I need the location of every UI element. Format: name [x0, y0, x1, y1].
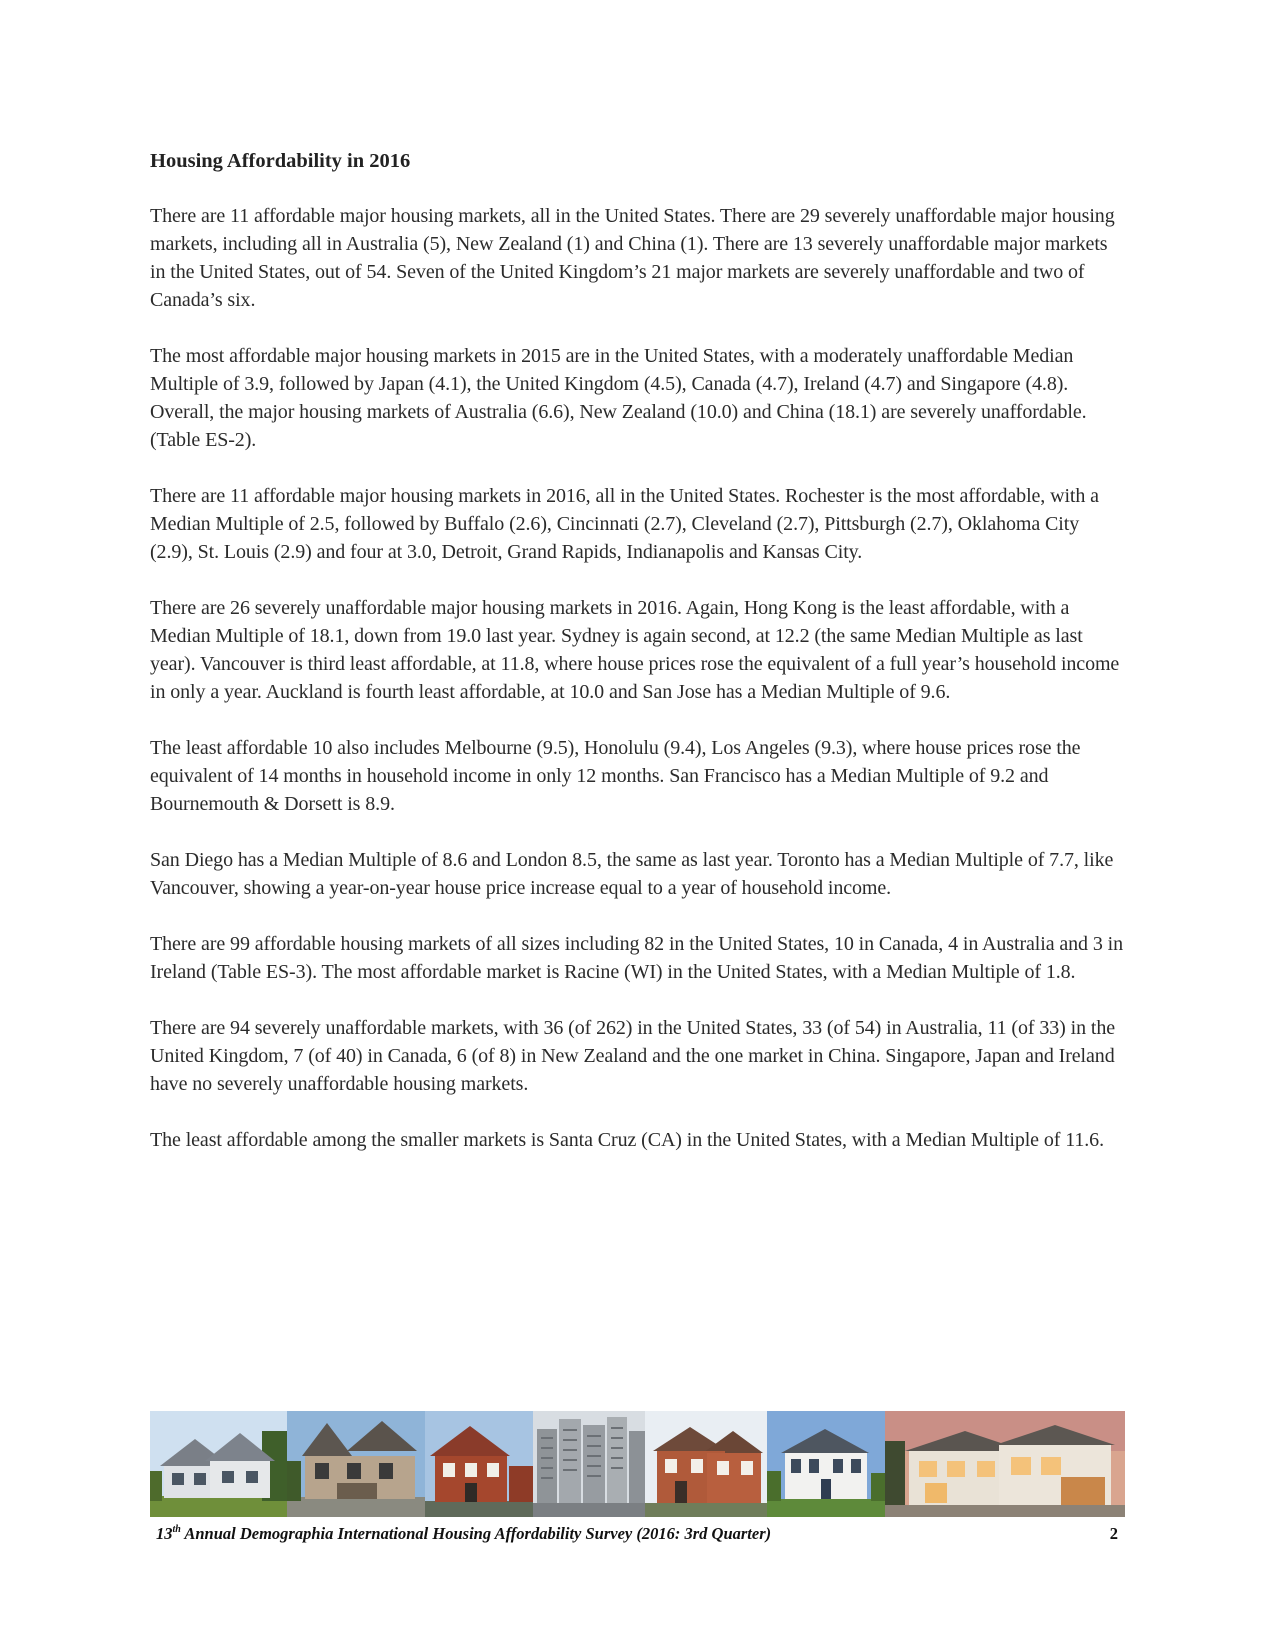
paragraph: There are 11 affordable major housing markets, all in the United States. There are 29 severely unaffordable major housing markets, including all in Australia (5), New Zealand (1) and China (1). There are 13 severely unaffordable major markets in the United States, out of 54. Seven of the United Kingdom’s 21 major markets are severely unaffordable and two of Canada’s six.	[150, 205, 1115, 311]
section-heading: Housing Affordability in 2016	[150, 150, 411, 172]
house-photo	[767, 1411, 885, 1517]
house-photo	[425, 1411, 533, 1517]
body-text	[150, 202, 1125, 1182]
paragraph: San Diego has a Median Multiple of 8.6 and London 8.5, the same as last year. Toronto has a Median Multiple of 7.7, like Vancouver, showing a year-on-year house price increase equal to a year of household income.	[150, 849, 1114, 899]
page-footer	[156, 1524, 1118, 1548]
page-number: 2	[1109, 1524, 1118, 1543]
paragraph: There are 94 severely unaffordable markets, with 36 (of 262) in the United States, 33 (of 54) in Australia, 11 (of 33) in the United Kingdom, 7 (of 40) in Canada, 6 (of 8) in New Zealand and the one market in China. Singapore, Japan and Ireland have no severely unaffordable housing markets.	[150, 1017, 1116, 1095]
footer-title	[156, 1524, 771, 1544]
paragraph: There are 11 affordable major housing markets in 2016, all in the United States. Rochester is the most affordable, with a Median Multiple of 2.5, followed by Buffalo (2.6), Cincinnati (2.7), Cleveland (2.7), Pittsburgh (2.7), Oklahoma City (2.9), St. Louis (2.9) and four at 3.0, Detroit, Grand Rapids, Indianapolis and Kansas City.	[150, 485, 1099, 563]
house-photo	[150, 1411, 287, 1517]
house-photo-strip	[150, 1411, 1125, 1517]
footer-ordinal: 13	[156, 1524, 173, 1543]
house-photo	[287, 1411, 425, 1517]
paragraph: The least affordable among the smaller markets is Santa Cruz (CA) in the United States, with a Median Multiple of 11.6.	[150, 1129, 1104, 1151]
footer-title-text: Annual Demographia International Housing Affordability Survey (2016: 3rd Quarter)	[180, 1524, 772, 1543]
footer-ordinal-suffix: th	[172, 1524, 181, 1535]
paragraph: There are 99 affordable housing markets of all sizes including 82 in the United States, 10 in Canada, 4 in Australia and 3 in Ireland (Table ES-3). The most affordable market is Racine (WI) in the United States, with a Median Multiple of 1.8.	[150, 933, 1123, 983]
paragraph: The most affordable major housing markets in 2015 are in the United States, with a moderately unaffordable Median Multiple of 3.9, followed by Japan (4.1), the United Kingdom (4.5), Canada (4.7), Ireland (4.7) and Singapore (4.8). Overall, the major housing markets of Australia (6.6), New Zealand (10.0) and China (18.1) are severely unaffordable.(Table ES-2).	[150, 345, 1087, 451]
house-photo	[645, 1411, 767, 1517]
apartment-towers-photo	[533, 1411, 645, 1517]
paragraph: There are 26 severely unaffordable major housing markets in 2016. Again, Hong Kong is the least affordable, with a Median Multiple of 18.1, down from 19.0 last year. Sydney is again second, at 12.2 (the same Median Multiple as last year). Vancouver is third least affordable, at 11.8, where house prices rose the equivalent of a full year’s household income in only a year. Auckland is fourth least affordable, at 10.0 and San Jose has a Median Multiple of 9.6.	[150, 597, 1120, 703]
house-photo	[885, 1411, 1125, 1517]
paragraph: The least affordable 10 also includes Melbourne (9.5), Honolulu (9.4), Los Angeles (9.3), where house prices rose the equivalent of 14 months in household income in only 12 months. San Francisco has a Median Multiple of 9.2 and Bournemouth & Dorsett is 8.9.	[150, 737, 1081, 815]
document-page	[150, 0, 1125, 1650]
